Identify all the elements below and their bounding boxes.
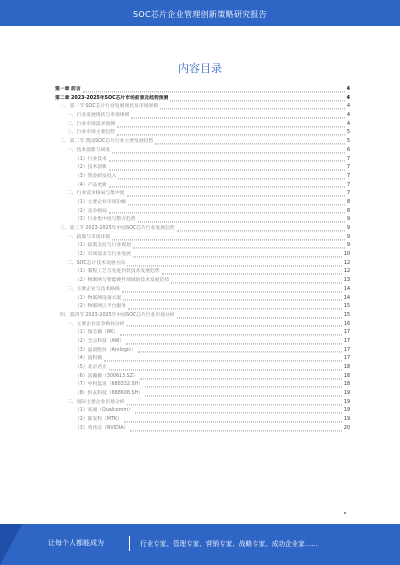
- toc-leader-dots: [117, 135, 345, 136]
- toc-entry[interactable]: [55, 242, 350, 251]
- toc-entry-label: 一、技术创新与研发: [67, 147, 111, 153]
- toc-entry-page: 9: [346, 226, 350, 231]
- toc-entry-label: 二、行业市场需求预测: [67, 121, 115, 127]
- toc-leader-dots: [131, 117, 345, 118]
- toc-entry[interactable]: [55, 329, 350, 338]
- toc-entry-label: 一、第一节 SOC芯片行业发展现状及市场规模: [60, 104, 159, 110]
- toc-leader-dots: [109, 369, 342, 370]
- toc-entry-page: 4: [346, 87, 350, 92]
- toc-leader-dots: [109, 161, 345, 162]
- toc-entry-label: 一、行业发展现状与市场规模: [67, 113, 130, 119]
- toc-leader-dots: [171, 282, 342, 283]
- toc-entry[interactable]: [55, 321, 350, 330]
- toc-entry-page: 13: [343, 278, 350, 284]
- toc-entry-label: 二、行业竞争格局与集中度: [67, 191, 125, 197]
- toc-entry-label: （1）政策支持与行业规划: [75, 243, 131, 249]
- toc-entry-label: （7）中科蓝讯（688332.SH）: [75, 382, 143, 388]
- toc-leader-dots: [128, 308, 342, 309]
- toc-entry[interactable]: [55, 312, 350, 321]
- toc-entry-label: 二、国际主要企业市场分析: [67, 399, 125, 405]
- toc-entry[interactable]: [55, 147, 350, 156]
- toc-entry-page: 7: [346, 173, 350, 179]
- toc-entry-page: 4: [346, 104, 350, 110]
- toc-entry-label: （1）行业技术: [75, 156, 107, 162]
- toc-entry-page: 17: [343, 338, 350, 344]
- toc-leader-dots: [127, 265, 342, 266]
- toc-entry-page: 14: [343, 295, 350, 301]
- toc-entry-page: 19: [343, 391, 350, 397]
- toc-entry-page: 18: [343, 382, 350, 388]
- toc-entry-page: 17: [343, 347, 350, 353]
- toc-leader-dots: [127, 404, 342, 405]
- toc-entry[interactable]: [55, 260, 350, 269]
- toc-leader-dots: [118, 178, 345, 179]
- toc-entry-label: 四、第四节 2023-2025年中国SOC芯片行业市场分析: [60, 312, 175, 318]
- toc-entry[interactable]: [55, 251, 350, 260]
- toc-entry-page: 17: [343, 356, 350, 362]
- toc-entry[interactable]: [55, 199, 350, 208]
- footer-slogan: 行业专家、管理专家、营销专家、战略专家、成功企业家……: [140, 540, 319, 548]
- toc-leader-dots: [135, 413, 342, 414]
- toc-leader-dots: [109, 187, 345, 188]
- toc-entry-label: （2）技术创新: [75, 165, 107, 171]
- footer-divider: [129, 536, 130, 551]
- toc-entry-page: 12: [343, 269, 350, 275]
- toc-entry-label: （1）制程工艺与先进封装技术发展趋势: [75, 269, 160, 275]
- toc-entry-label: 三、主要企业与技术路线: [67, 286, 120, 292]
- toc-entry[interactable]: [55, 338, 350, 347]
- toc-leader-dots: [133, 256, 342, 257]
- toc-entry[interactable]: [55, 373, 350, 382]
- toc-entry[interactable]: [55, 208, 350, 217]
- toc-entry-page: 8: [346, 199, 350, 205]
- toc-entry-label: （8）恒玄科技（688608.SH）: [75, 391, 143, 397]
- toc-leader-dots: [123, 300, 342, 301]
- toc-leader-dots: [112, 239, 345, 240]
- toc-entry[interactable]: [55, 182, 350, 191]
- toc-entry-page: 19: [343, 408, 350, 414]
- toc-entry[interactable]: [55, 95, 350, 104]
- toc-entry-label: （3）资金研发投入: [75, 173, 117, 179]
- toc-entry-label: （3）英伟达（NVIDIA）: [75, 425, 129, 431]
- toc-entry-label: 一、政策与市场环境: [67, 234, 111, 240]
- toc-entry[interactable]: [55, 399, 350, 408]
- toc-entry-label: （2）全志科技（AW）: [75, 338, 125, 344]
- toc-entry-label: 第二章 2023-2025年SOC芯片市场前景及趋势预测: [55, 95, 169, 101]
- toc-entry-page: 15: [343, 304, 350, 310]
- toc-entry[interactable]: [55, 277, 350, 286]
- toc-entry-label: 三、行业市场主要趋势: [67, 130, 115, 136]
- toc-entry-label: （6）富瀚微（300613.SZ）: [75, 373, 138, 379]
- footer-bar: [0, 524, 400, 565]
- toc-entry-page: 4: [346, 121, 350, 127]
- toc-entry-page: 18: [343, 373, 350, 379]
- toc-entry-page: 7: [346, 191, 350, 197]
- toc-leader-dots: [177, 317, 342, 318]
- toc-entry[interactable]: [55, 303, 350, 312]
- toc-entry-page: 16: [343, 321, 350, 327]
- toc-entry-label: （5）北京君正: [75, 365, 107, 370]
- toc-entry-label: （1）主要企业市场份额: [75, 199, 127, 205]
- toc-entry[interactable]: [55, 347, 350, 356]
- toc-entry[interactable]: [55, 86, 350, 95]
- toc-entry[interactable]: [55, 138, 350, 147]
- toc-leader-dots: [127, 195, 345, 196]
- toc-entry[interactable]: [55, 156, 350, 165]
- toc-entry-label: （4）国科微: [75, 356, 103, 362]
- page-dot: [344, 512, 346, 514]
- toc-entry-label: （4）产品更新: [75, 182, 107, 188]
- toc-entry-label: 二、第二节 我国SOC芯片行业主要发展趋势: [60, 139, 154, 145]
- toc-entry[interactable]: [55, 407, 350, 416]
- toc-entry[interactable]: [55, 225, 350, 234]
- toc-leader-dots: [104, 361, 342, 362]
- toc-entry-page: 17: [343, 330, 350, 336]
- toc-leader-dots: [109, 213, 345, 214]
- toc-leader-dots: [133, 248, 345, 249]
- toc-leader-dots: [162, 274, 342, 275]
- toc-entry-page: 9: [346, 234, 350, 240]
- toc-leader-dots: [140, 378, 342, 379]
- toc-leader-dots: [177, 230, 345, 231]
- footer-accent-shape: [0, 524, 22, 565]
- toc-leader-dots: [128, 204, 345, 205]
- toc-entry-page: 5: [346, 130, 350, 136]
- toc-entry-page: 6: [346, 147, 350, 153]
- toc-entry-page: 7: [346, 156, 350, 162]
- toc-entry-page: 19: [343, 399, 350, 405]
- toc-entry[interactable]: [55, 103, 350, 112]
- toc-entry[interactable]: [55, 112, 350, 121]
- toc-entry[interactable]: [55, 190, 350, 199]
- toc-entry-label: （3）行业集中度与整合趋势: [75, 217, 136, 223]
- toc-entry-label: 第一章 前言: [55, 87, 81, 92]
- toc-leader-dots: [138, 352, 342, 353]
- toc-entry[interactable]: [55, 364, 350, 373]
- toc-entry-page: 7: [346, 165, 350, 171]
- toc-entry[interactable]: [55, 129, 350, 138]
- toc-leader-dots: [130, 430, 342, 431]
- toc-entry[interactable]: [55, 164, 350, 173]
- toc-entry-label: （2）联发科（MTK）: [75, 417, 122, 423]
- toc-leader-dots: [124, 421, 342, 422]
- toc-leader-dots: [109, 169, 345, 170]
- toc-title: 内容目录: [178, 62, 222, 75]
- toc-entry-label: （2）物联网云平台服务: [75, 304, 127, 310]
- toc-entry-label: （1）物联网设备方案: [75, 295, 122, 301]
- header-title: SOC芯片企业管理创新策略研究报告: [132, 10, 268, 19]
- toc-entry-label: （1）瑞芯微（RK）: [75, 330, 119, 336]
- table-of-contents: [55, 86, 350, 434]
- toc-entry-page: 4: [346, 95, 350, 101]
- toc-leader-dots: [155, 143, 345, 144]
- toc-leader-dots: [170, 100, 344, 101]
- toc-leader-dots: [145, 387, 342, 388]
- toc-leader-dots: [117, 126, 345, 127]
- toc-entry[interactable]: [55, 355, 350, 364]
- toc-entry-page: 9: [346, 243, 350, 249]
- toc-entry-page: 18: [343, 365, 350, 370]
- toc-entry[interactable]: [55, 268, 350, 277]
- toc-entry-label: （1）高通（Qualcomm）: [75, 408, 133, 414]
- toc-entry-label: （2）市场需求与行业发展: [75, 252, 131, 258]
- toc-entry-page: 9: [346, 217, 350, 223]
- toc-leader-dots: [112, 152, 345, 153]
- toc-entry[interactable]: [55, 416, 350, 425]
- toc-entry[interactable]: [55, 216, 350, 225]
- toc-entry-label: 二、SOC芯片技术发展方向: [67, 260, 126, 266]
- toc-leader-dots: [127, 326, 342, 327]
- footer-brand-text: 让每个人都能成为: [48, 539, 104, 547]
- toc-entry-page: 15: [343, 312, 350, 318]
- toc-entry[interactable]: [55, 173, 350, 182]
- toc-entry[interactable]: [55, 390, 350, 399]
- toc-leader-dots: [145, 395, 342, 396]
- toc-entry-label: 一、主要企业竞争格局分析: [67, 321, 125, 327]
- toc-entry-page: 14: [343, 286, 350, 292]
- toc-entry-page: 8: [346, 208, 350, 214]
- toc-entry-page: 4: [346, 113, 350, 119]
- toc-leader-dots: [160, 109, 345, 110]
- toc-entry-page: 12: [343, 260, 350, 266]
- toc-entry-page: 7: [346, 182, 350, 188]
- toc-entry-label: 三、第三节 2023-2025年中国SOC芯片行业发展趋势: [60, 226, 175, 231]
- toc-entry-page: 5: [346, 139, 350, 145]
- toc-entry-page: 20: [343, 425, 350, 431]
- toc-leader-dots: [126, 343, 342, 344]
- toc-leader-dots: [120, 334, 342, 335]
- toc-entry[interactable]: [55, 121, 350, 130]
- toc-entry-label: （2）竞争格局: [75, 208, 107, 214]
- toc-entry-label: （3）晶晨股份（Amlogic）: [75, 347, 136, 353]
- toc-entry[interactable]: [55, 286, 350, 295]
- toc-leader-dots: [122, 291, 342, 292]
- header-bar: [0, 0, 400, 26]
- toc-entry-page: 10: [343, 252, 350, 258]
- toc-entry[interactable]: [55, 295, 350, 304]
- toc-entry-page: 19: [343, 417, 350, 423]
- toc-leader-dots: [83, 91, 345, 92]
- toc-entry[interactable]: [55, 234, 350, 243]
- toc-leader-dots: [138, 222, 345, 223]
- toc-entry[interactable]: [55, 425, 350, 434]
- toc-entry-label: （2）物联网与智能硬件领域的技术发展趋势: [75, 278, 170, 284]
- toc-entry[interactable]: [55, 381, 350, 390]
